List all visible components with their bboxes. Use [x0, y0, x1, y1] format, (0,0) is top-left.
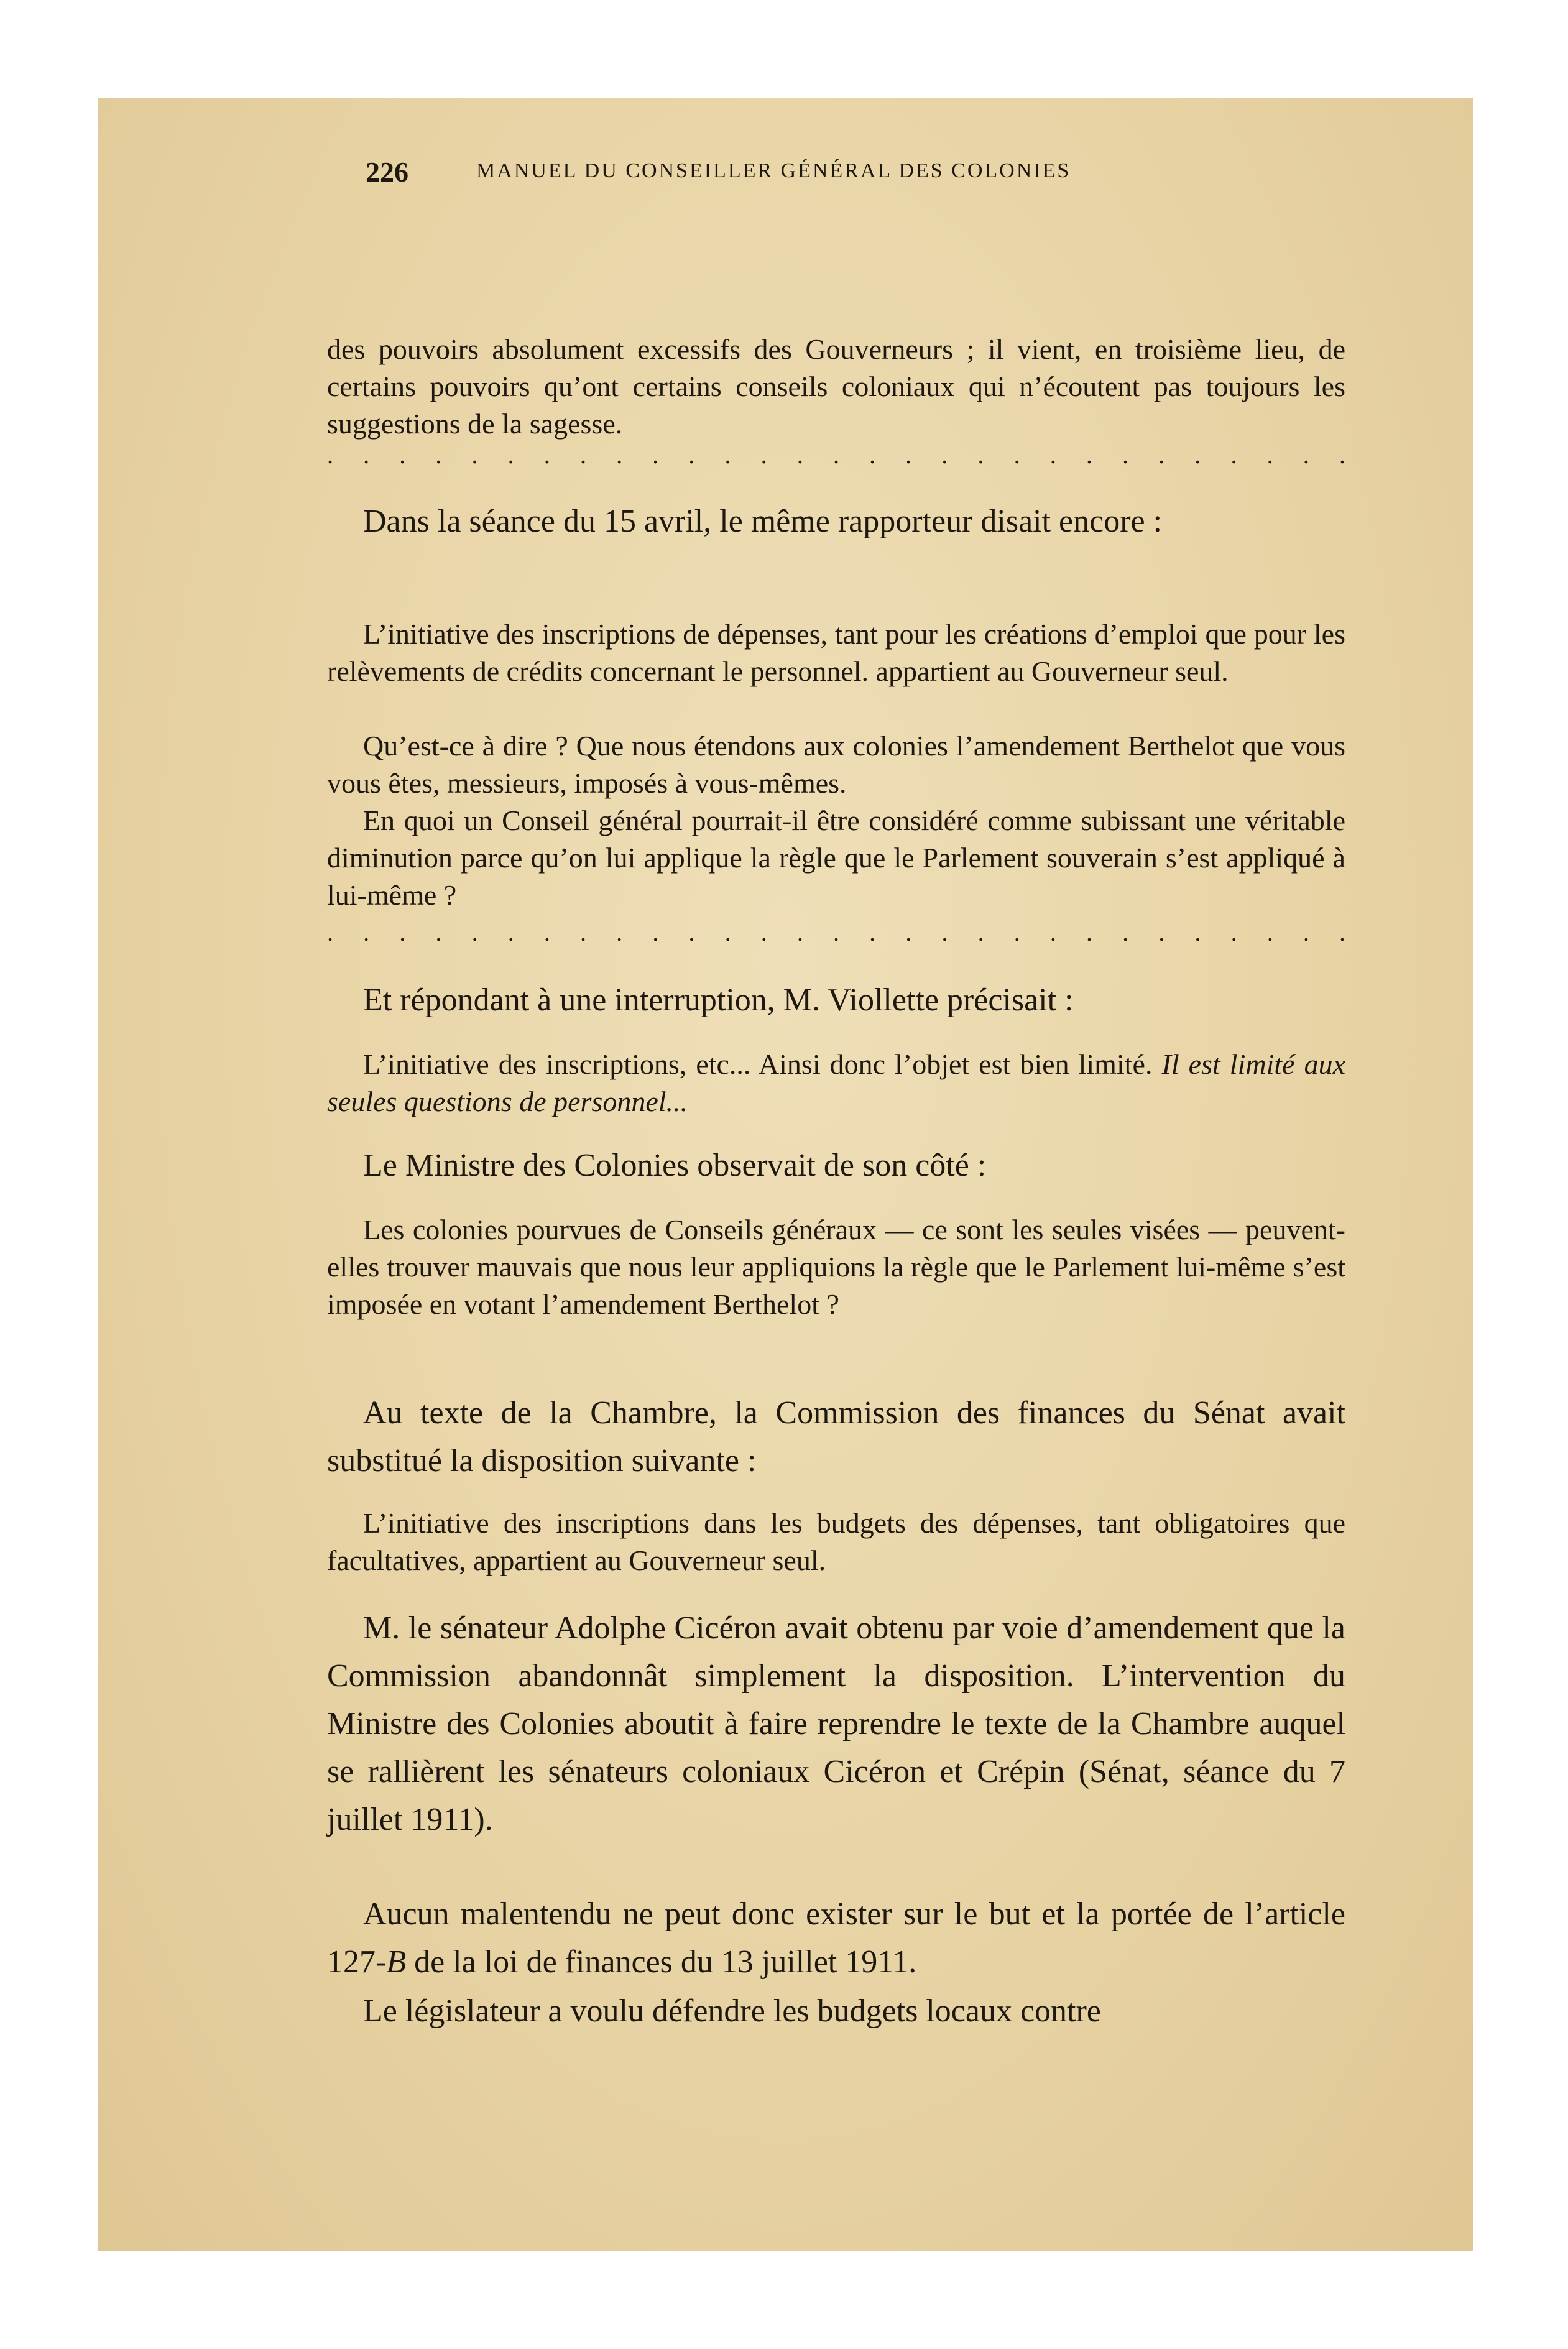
body-paragraph: M. le sénateur Adolphe Cicéron avait obtenu par voie d’amendement que la Commission abandonnât simplement la disposition. L’intervention du Ministre des Colonies aboutit à faire reprendre le texte de la Chambre auquel se rallièrent les sénateurs coloniaux Cicéron et Crépin (Sénat, séance du 7 juillet 1911).	[327, 1610, 1345, 1837]
quote-paragraph: Les colonies pourvues de Conseils généraux — ce sont les seules visées — peuvent-elles trouver mauvais que nous leur appliquions la règle que le Parlement lui-même s’est imposée en votant l’amendement Berthelot ?	[327, 1214, 1345, 1320]
quote-paragraph: des pouvoirs absolument excessifs des Gouverneurs ; il vient, en troisième lieu, de certains pouvoirs qu’ont certains conseils coloniaux qui n’écoutent pas toujours les suggestions de la sagesse.	[327, 333, 1345, 440]
running-head: MANUEL DU CONSEILLER GÉNÉRAL DES COLONIES	[476, 159, 1071, 182]
ellipsis-line: . . . . . . . . . . . . . . . . . . . . . . . . . . . . .	[327, 441, 1345, 469]
body-paragraph: Aucun malentendu ne peut donc exister sur le but et la portée de l’article 127-B de la loi de finances du 13 juillet 1911.	[327, 1896, 1345, 1980]
body-paragraph: Dans la séance du 15 avril, le même rapporteur disait encore :	[363, 504, 1163, 539]
quote-paragraph: L’initiative des inscriptions de dépenses, tant pour les créations d’emploi que pour les relèvements de crédits concernant le personnel. appartient au Gouverneur seul.	[327, 618, 1345, 687]
ellipsis-line: . . . . . . . . . . . . . . . . . . . . . . . . . . . . .	[327, 918, 1345, 946]
quote-paragraph: Qu’est-ce à dire ? Que nous étendons aux colonies l’amendement Berthelot que vous vous êtes, messieurs, imposés à vous-mêmes.	[327, 730, 1345, 799]
body-paragraph: Le législateur a voulu défendre les budgets locaux contre	[363, 1993, 1101, 2029]
quote-paragraph: En quoi un Conseil général pourrait-il être considéré comme subissant une véritable diminution parce qu’on lui applique la règle que le Parlement souverain s’est appliqué à lui-même ?	[327, 805, 1345, 911]
body-paragraph: Le Ministre des Colonies observait de son côté :	[363, 1148, 987, 1183]
italic-letter: B	[386, 1944, 407, 1980]
italic-emphasis: Il est limité aux seules questions de personnel...	[327, 1048, 1346, 1117]
body-paragraph: Et répondant à une interruption, M. Viollette précisait :	[363, 982, 1074, 1018]
page-number: 226	[366, 156, 408, 188]
quote-paragraph: L’initiative des inscriptions dans les budgets des dépenses, tant obligatoires que facultatives, appartient au Gouverneur seul.	[327, 1507, 1345, 1576]
quote-paragraph: L’initiative des inscriptions, etc... Ainsi donc l’objet est bien limité. Il est limité aux seules questions de personnel...	[327, 1048, 1346, 1117]
body-paragraph: Au texte de la Chambre, la Commission des finances du Sénat avait substitué la disposition suivante :	[327, 1395, 1345, 1479]
